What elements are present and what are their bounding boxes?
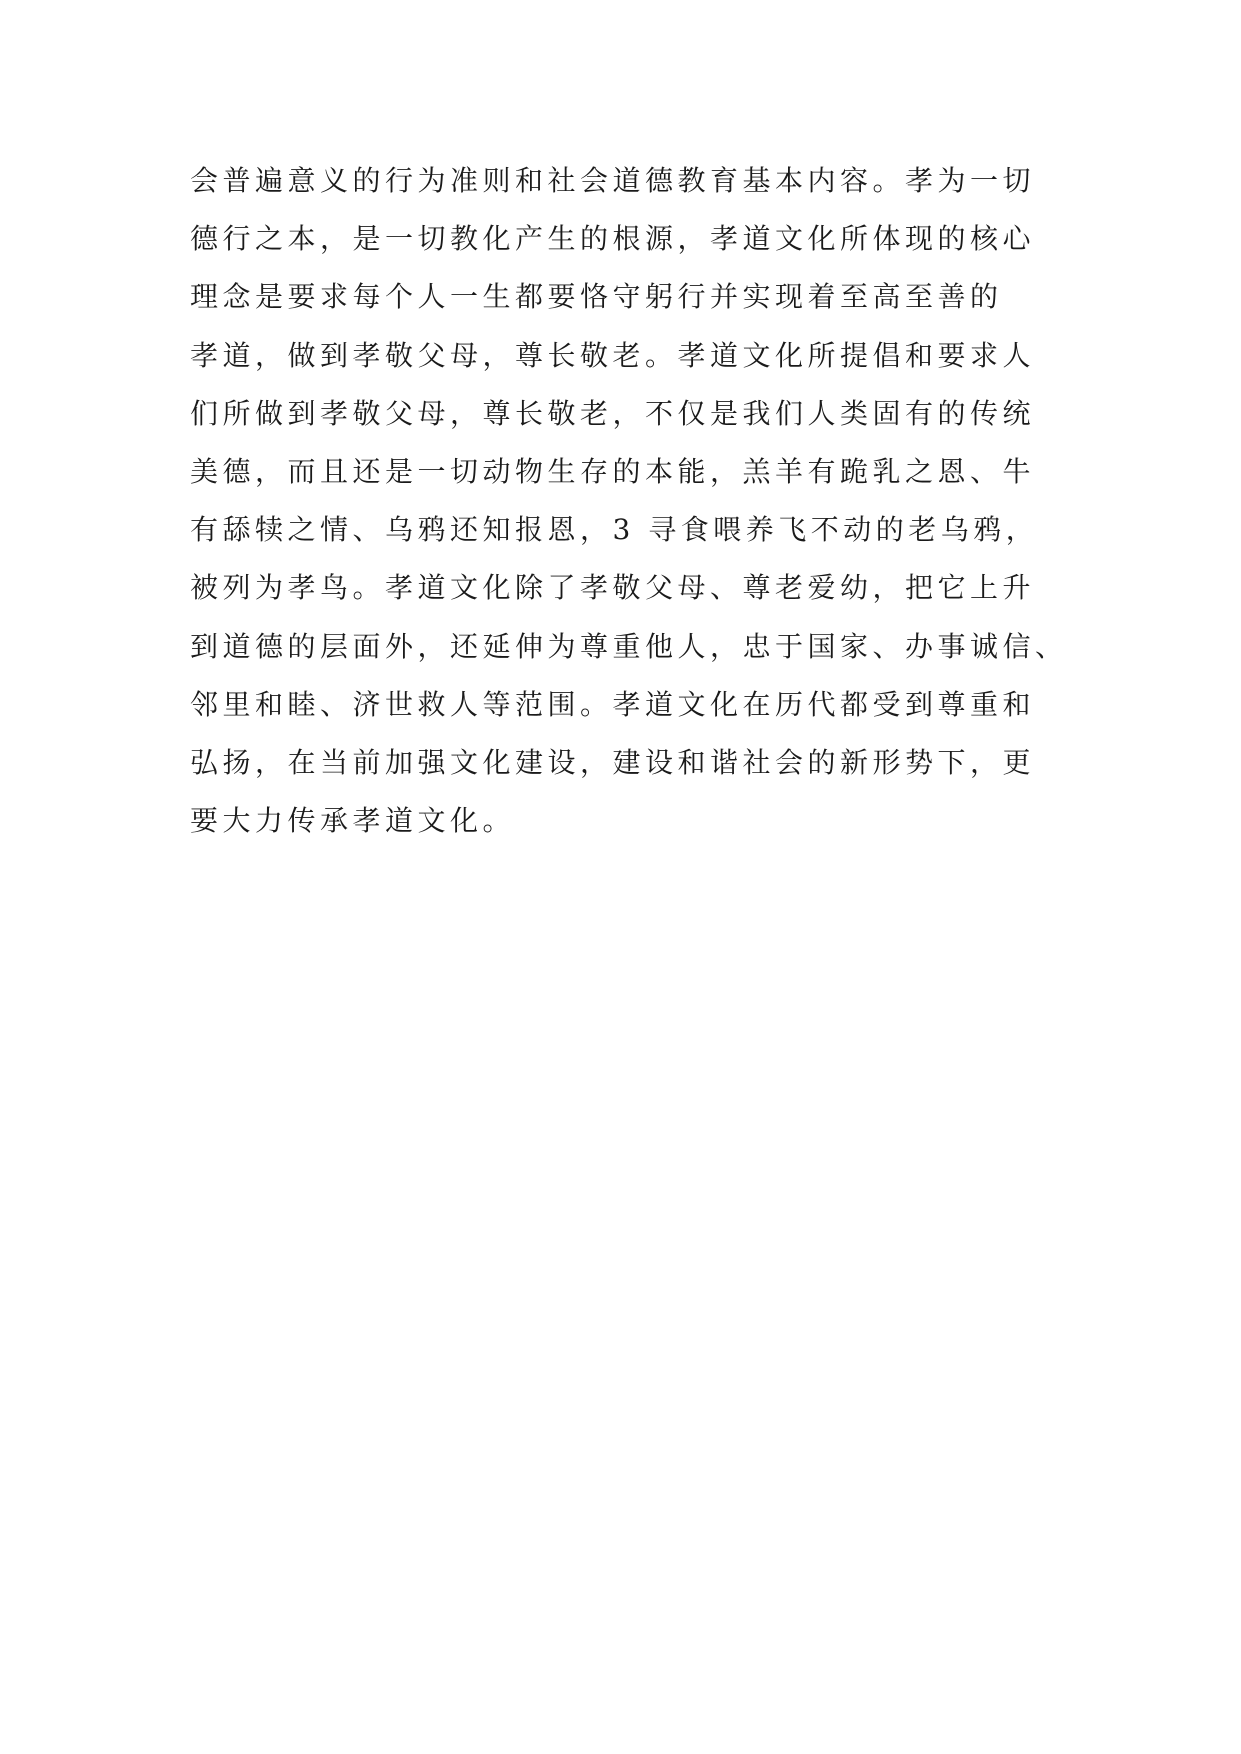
text-line: 有舔犊之情、乌鸦还知报恩，3 寻食喂养飞不动的老乌鸦，	[190, 513, 1039, 547]
text-line: 孝道，做到孝敬父母，尊长敬老。孝道文化所提倡和要求人	[190, 338, 1036, 372]
text-line: 会普遍意义的行为准则和社会道德教育基本内容。孝为一切	[190, 164, 1036, 197]
text-line: 被列为孝鸟。孝道文化除了孝敬父母、尊老爱幼，把它上升	[190, 571, 1036, 605]
text-line: 弘扬，在当前加强文化建设，建设和谐社会的新形势下，更	[190, 745, 1036, 779]
text-line: 德行之本，是一切教化产生的根源，孝道文化所体现的核心	[190, 222, 1036, 256]
body-paragraph	[190, 152, 1070, 850]
text-line: 邻里和睦、济世救人等范围。孝道文化在历代都受到尊重和	[190, 687, 1036, 721]
text-line: 到道德的层面外，还延伸为尊重他人，忠于国家、办事诚信、	[190, 629, 1068, 663]
text-line: 要大力传承孝道文化。	[190, 804, 516, 838]
text-line: 们所做到孝敬父母，尊长敬老，不仅是我们人类固有的传统	[190, 396, 1036, 430]
text-line: 理念是要求每个人一生都要恪守躬行并实现着至高至善的	[190, 280, 1003, 314]
text-line: 美德，而且还是一切动物生存的本能，羔羊有跪乳之恩、牛	[190, 454, 1036, 488]
